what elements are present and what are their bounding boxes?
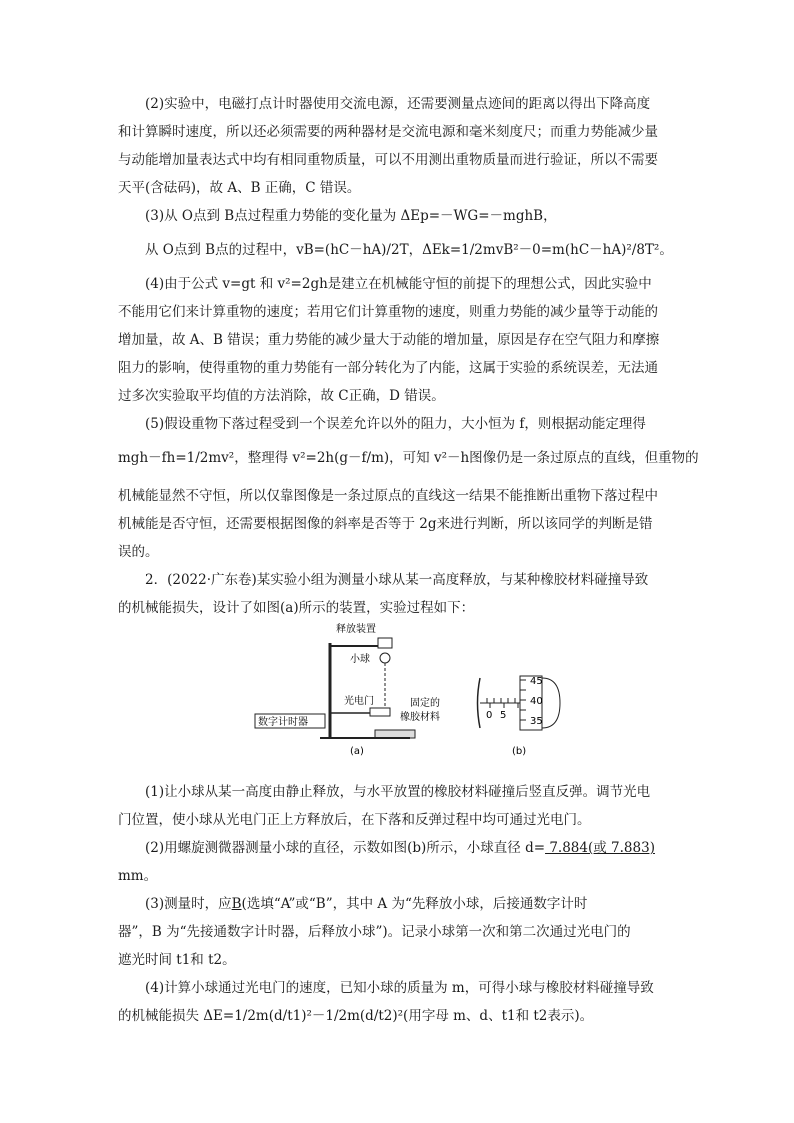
s3-rest: (选填“A”或“B”，其中 A 为“先释放小球，后接通数字计时 (241, 896, 588, 912)
s2-line-1 (118, 838, 684, 858)
s4-line-2: 的机械能损失 ΔE=1/2m(d/t1)²－1/2m(d/t2)²(用字母 m、d、t1和 t2表示)。 (118, 1008, 594, 1024)
p2-line-1: (2)实验中，电磁打点计时器使用交流电源，还需要测量点迹间的距离以得出下降高度 (145, 96, 651, 112)
label-rubber-material: 橡胶材料 (400, 712, 440, 723)
p2-line-3: 与动能增加量表达式中均有相同重物质量，可以不用测出重物质量而进行验证，所以不需要 (118, 152, 658, 168)
q2-line-1: 2．(2022·广东卷)某实验小组为测量小球从某一高度释放，与某种橡胶材料碰撞导致 (145, 572, 649, 588)
label-fig-b: (b) (512, 746, 527, 757)
p5-line-4: 机械能是否守恒，还需要根据图像的斜率是否等于 2g来进行判断，所以该同学的判断是错 (118, 516, 653, 532)
p2-line-2: 和计算瞬时速度，所以还必须需要的两种器材是交流电源和毫米刻度尺；而重力势能减少量 (118, 124, 658, 140)
label-release-device: 释放装置 (336, 624, 376, 635)
s3-line-1 (118, 894, 684, 914)
p5-line-5: 误的。 (118, 544, 159, 560)
s4-line-1: (4)计算小球通过光电门的速度，已知小球的质量为 m，可得小球与橡胶材料碰撞导致 (145, 980, 654, 996)
s3-line-3: 遮光时间 t1和 t2。 (118, 952, 236, 968)
scale-40: 40 (530, 696, 543, 707)
label-ball: 小球 (350, 654, 370, 665)
p4-line-4: 阻力的影响，使得重物的重力势能有一部分转化为了内能，这属于实验的系统误差，无法通 (118, 360, 658, 376)
label-photogate: 光电门 (344, 696, 374, 707)
p2-line-4: 天平(含砝码)，故 A、B 正确，C 错误。 (118, 180, 361, 196)
label-fixed: 固定的 (410, 698, 440, 709)
scale-35: 35 (530, 716, 543, 727)
s3-answer: B (231, 896, 242, 912)
s1-line-2: 门位置，使小球从光电门正上方释放后，在下落和反弹过程中均可通过光电门。 (118, 812, 591, 828)
scale-5: 5 (500, 710, 507, 721)
s3-prefix: (3)测量时，应 (145, 896, 232, 912)
p4-line-3: 增加量，故 A、B 错误；重力势能的减少量大于动能的增加量，原因是存在空气阻力和摩擦 (118, 332, 660, 348)
p4-line-5: 过多次实验取平均值的方法消除，故 C正确，D 错误。 (118, 388, 445, 404)
p5-line-2: mgh－fh=1/2mv²，整理得 v²=2h(g－f/m)，可知 v²－h图像仍是一条过原点的直线，但重物的 (118, 450, 699, 466)
s1-line-1: (1)让小球从某一高度由静止释放，与水平放置的橡胶材料碰撞后竖直反弹。调节光电 (145, 784, 651, 800)
s2-answer: 7.884(或 7.883) (545, 840, 655, 856)
p3-line-1: (3)从 O点到 B点过程重力势能的变化量为 ΔEp=－WG=－mghB， (145, 208, 557, 224)
experiment-figure (250, 618, 580, 768)
label-digital-timer: 数字计时器 (258, 717, 308, 728)
p4-line-1: (4)由于公式 v=gt 和 v²=2gh是建立在机械能守恒的前提下的理想公式，因此实验中 (145, 276, 652, 292)
s2-unit: mm。 (118, 868, 158, 884)
p3-line-2: 从 O点到 B点的过程中，vB=(hC－hA)/2T，ΔEk=1/2mvB²－0=m(hC－hA)²/8T²。 (145, 242, 673, 258)
label-fig-a: (a) (350, 746, 364, 757)
scale-45: 45 (530, 676, 543, 687)
s2-prefix: (2)用螺旋测微器测量小球的直径，示数如图(b)所示，小球直径 d= (145, 840, 546, 856)
p4-line-2: 不能用它们来计算重物的速度；若用它们计算重物的速度，则重力势能的减少量等于动能的 (118, 304, 658, 320)
scale-0: 0 (486, 710, 493, 721)
q2-line-2: 的机械能损失，设计了如图(a)所示的装置，实验过程如下： (118, 600, 475, 616)
p5-line-1: (5)假设重物下落过程受到一个误差允许以外的阻力，大小恒为 f，则根据动能定理得 (145, 416, 646, 432)
s3-line-2: 器”，B 为“先接通数字计时器，后释放小球”)。记录小球第一次和第二次通过光电门的 (118, 924, 631, 940)
micrometer-diagram (478, 676, 561, 730)
p5-line-3: 机械能显然不守恒，所以仅靠图像是一条过原点的直线这一结果不能推断出重物下落过程中 (118, 488, 658, 504)
